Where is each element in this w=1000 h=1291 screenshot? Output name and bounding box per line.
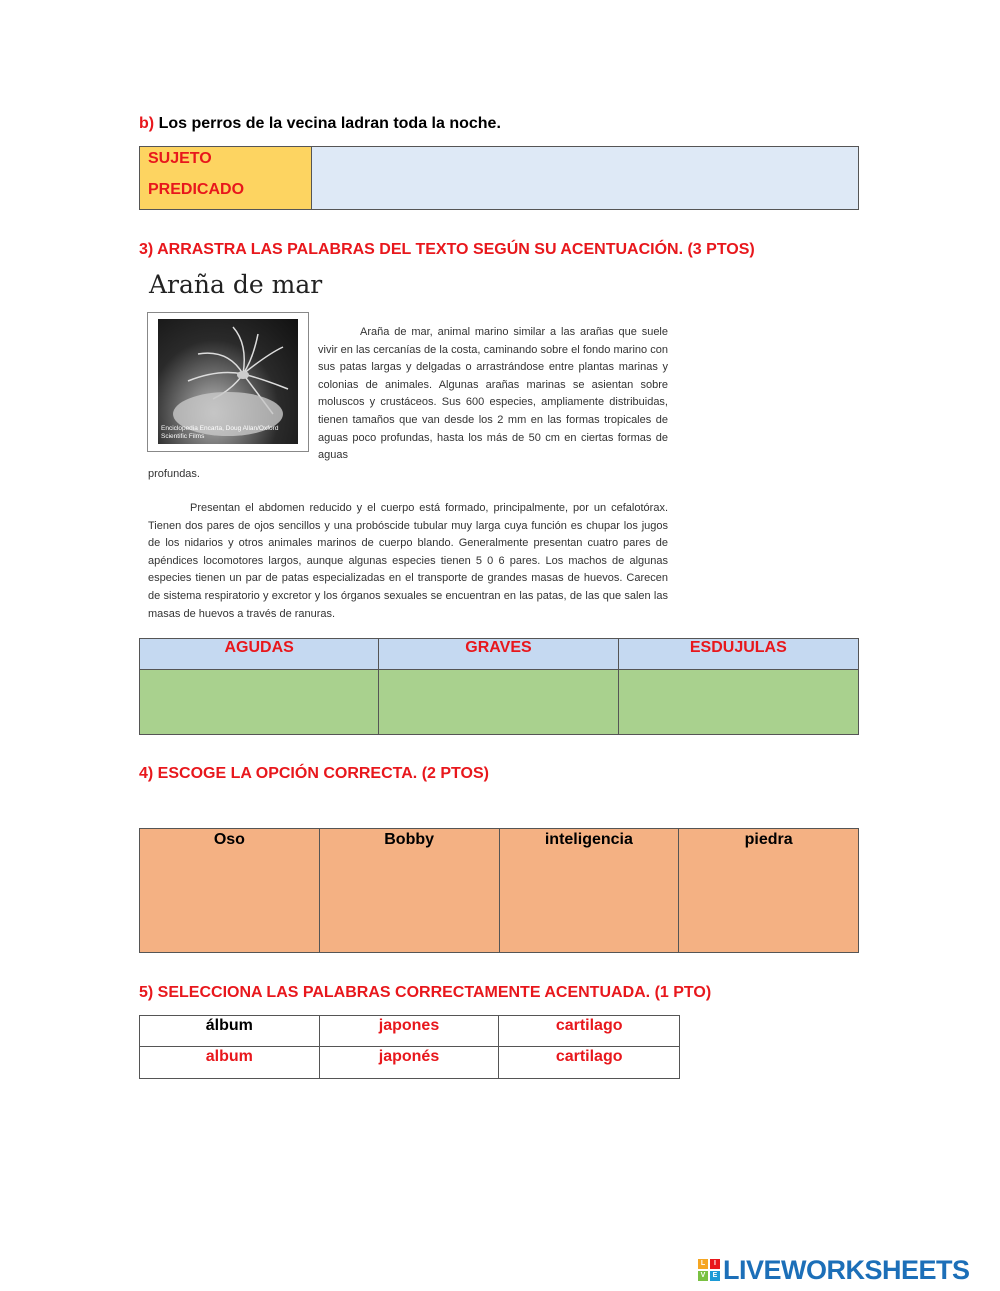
logo-text: LIVEWORKSHEETS	[723, 1254, 970, 1285]
sujeto-predicado-table	[139, 146, 859, 210]
logo-box-v: V	[698, 1271, 708, 1281]
article-title: Araña de mar	[149, 270, 323, 299]
logo-box-l: L	[698, 1259, 708, 1269]
article-image	[140, 268, 680, 628]
article-paragraph-1: Araña de mar, animal marino similar a las arañas que suele vivir en las cercanías de la costa, caminando sobre el fondo marino con sus patas largas y delgadas o arrastrándose entre plantas marinas y colonias de animales. Algunas arañas marinas se asientan sobre moluscos y crustáceos. Sus 600 especies, ampliamente distribuidas, tienen tamaños que van desde los 2 mm en las formas tropicales de aguas poco profundas, hasta los más de 50 cm en ciertas formas de aguas	[318, 326, 668, 462]
option-inteligencia[interactable]: inteligencia	[500, 829, 680, 952]
sujeto-label: SUJETO	[148, 150, 212, 167]
column-header-esdrujulas: ESDUJULAS	[619, 639, 858, 670]
sujeto-predicado-answer-area[interactable]	[312, 147, 858, 209]
word-japones-accented[interactable]: japonés	[320, 1047, 500, 1078]
logo-box-i: I	[710, 1259, 720, 1269]
section3-heading: 3) ARRASTRA LAS PALABRAS DEL TEXTO SEGÚN SU ACENTUACIÓN. (3 PTOS)	[139, 241, 755, 258]
drop-zone-agudas[interactable]	[140, 670, 379, 734]
liveworksheets-logo	[698, 1255, 970, 1285]
drop-zone-graves[interactable]	[379, 670, 618, 734]
photo-frame	[147, 312, 309, 452]
acentuacion-table	[139, 638, 859, 735]
section-b-letter: b)	[139, 115, 155, 132]
drop-zone-esdrujulas[interactable]	[619, 670, 858, 734]
word-album-accented[interactable]: álbum	[140, 1016, 320, 1047]
column-header-agudas: AGUDAS	[140, 639, 379, 670]
seleccion-table	[139, 1015, 680, 1079]
section4-heading: 4) ESCOGE LA OPCIÓN CORRECTA. (2 PTOS)	[139, 765, 489, 782]
section5-heading: 5) SELECCIONA LAS PALABRAS CORRECTAMENTE ACENTUADA. (1 PTO)	[139, 984, 712, 1001]
opciones-table	[139, 828, 859, 953]
word-cartilago-1[interactable]: cartilago	[499, 1016, 679, 1047]
photo-caption: Enciclopedia Encarta, Doug Allan/Oxford Scientific Films	[161, 425, 279, 440]
section-b-text: Los perros de la vecina ladran toda la noche.	[158, 115, 501, 132]
word-album[interactable]: album	[140, 1047, 320, 1078]
option-bobby[interactable]: Bobby	[320, 829, 500, 952]
predicado-label: PREDICADO	[148, 181, 245, 198]
logo-box-e: E	[710, 1271, 720, 1281]
column-header-graves: GRAVES	[379, 639, 618, 670]
word-cartilago-2[interactable]: cartilago	[555, 1048, 623, 1065]
section-b-sentence	[139, 115, 501, 133]
article-paragraph-1-end: profundas.	[148, 468, 200, 480]
article-paragraph-2: Presentan el abdomen reducido y el cuerpo está formado, principalmente, por un cefalotórax. Tienen dos pares de ojos sencillos y una probóscide tubular muy larga cuya función es chupar los jugos de los nidarios y otros animales marinos de cuerpo blando. Generalmente presentan cuatro pares de apéndices locomotores largos, aunque algunas especies tienen 5 0 6 pares. Los machos de algunas especies tienen un par de patas especializadas en el transporte de grandes masas de huevos. Carecen de sistema respiratorio y excretor y los órganos sexuales se encuentran en las patas, de las que salen las masas de huevos a través de ranuras.	[148, 502, 668, 620]
sujeto-predicado-labels	[140, 147, 312, 209]
word-japones[interactable]: japones	[320, 1016, 500, 1047]
option-piedra[interactable]: piedra	[744, 831, 793, 848]
option-oso[interactable]: Oso	[140, 829, 320, 952]
logo-boxes-icon	[698, 1259, 720, 1281]
sea-spider-photo	[158, 319, 298, 444]
